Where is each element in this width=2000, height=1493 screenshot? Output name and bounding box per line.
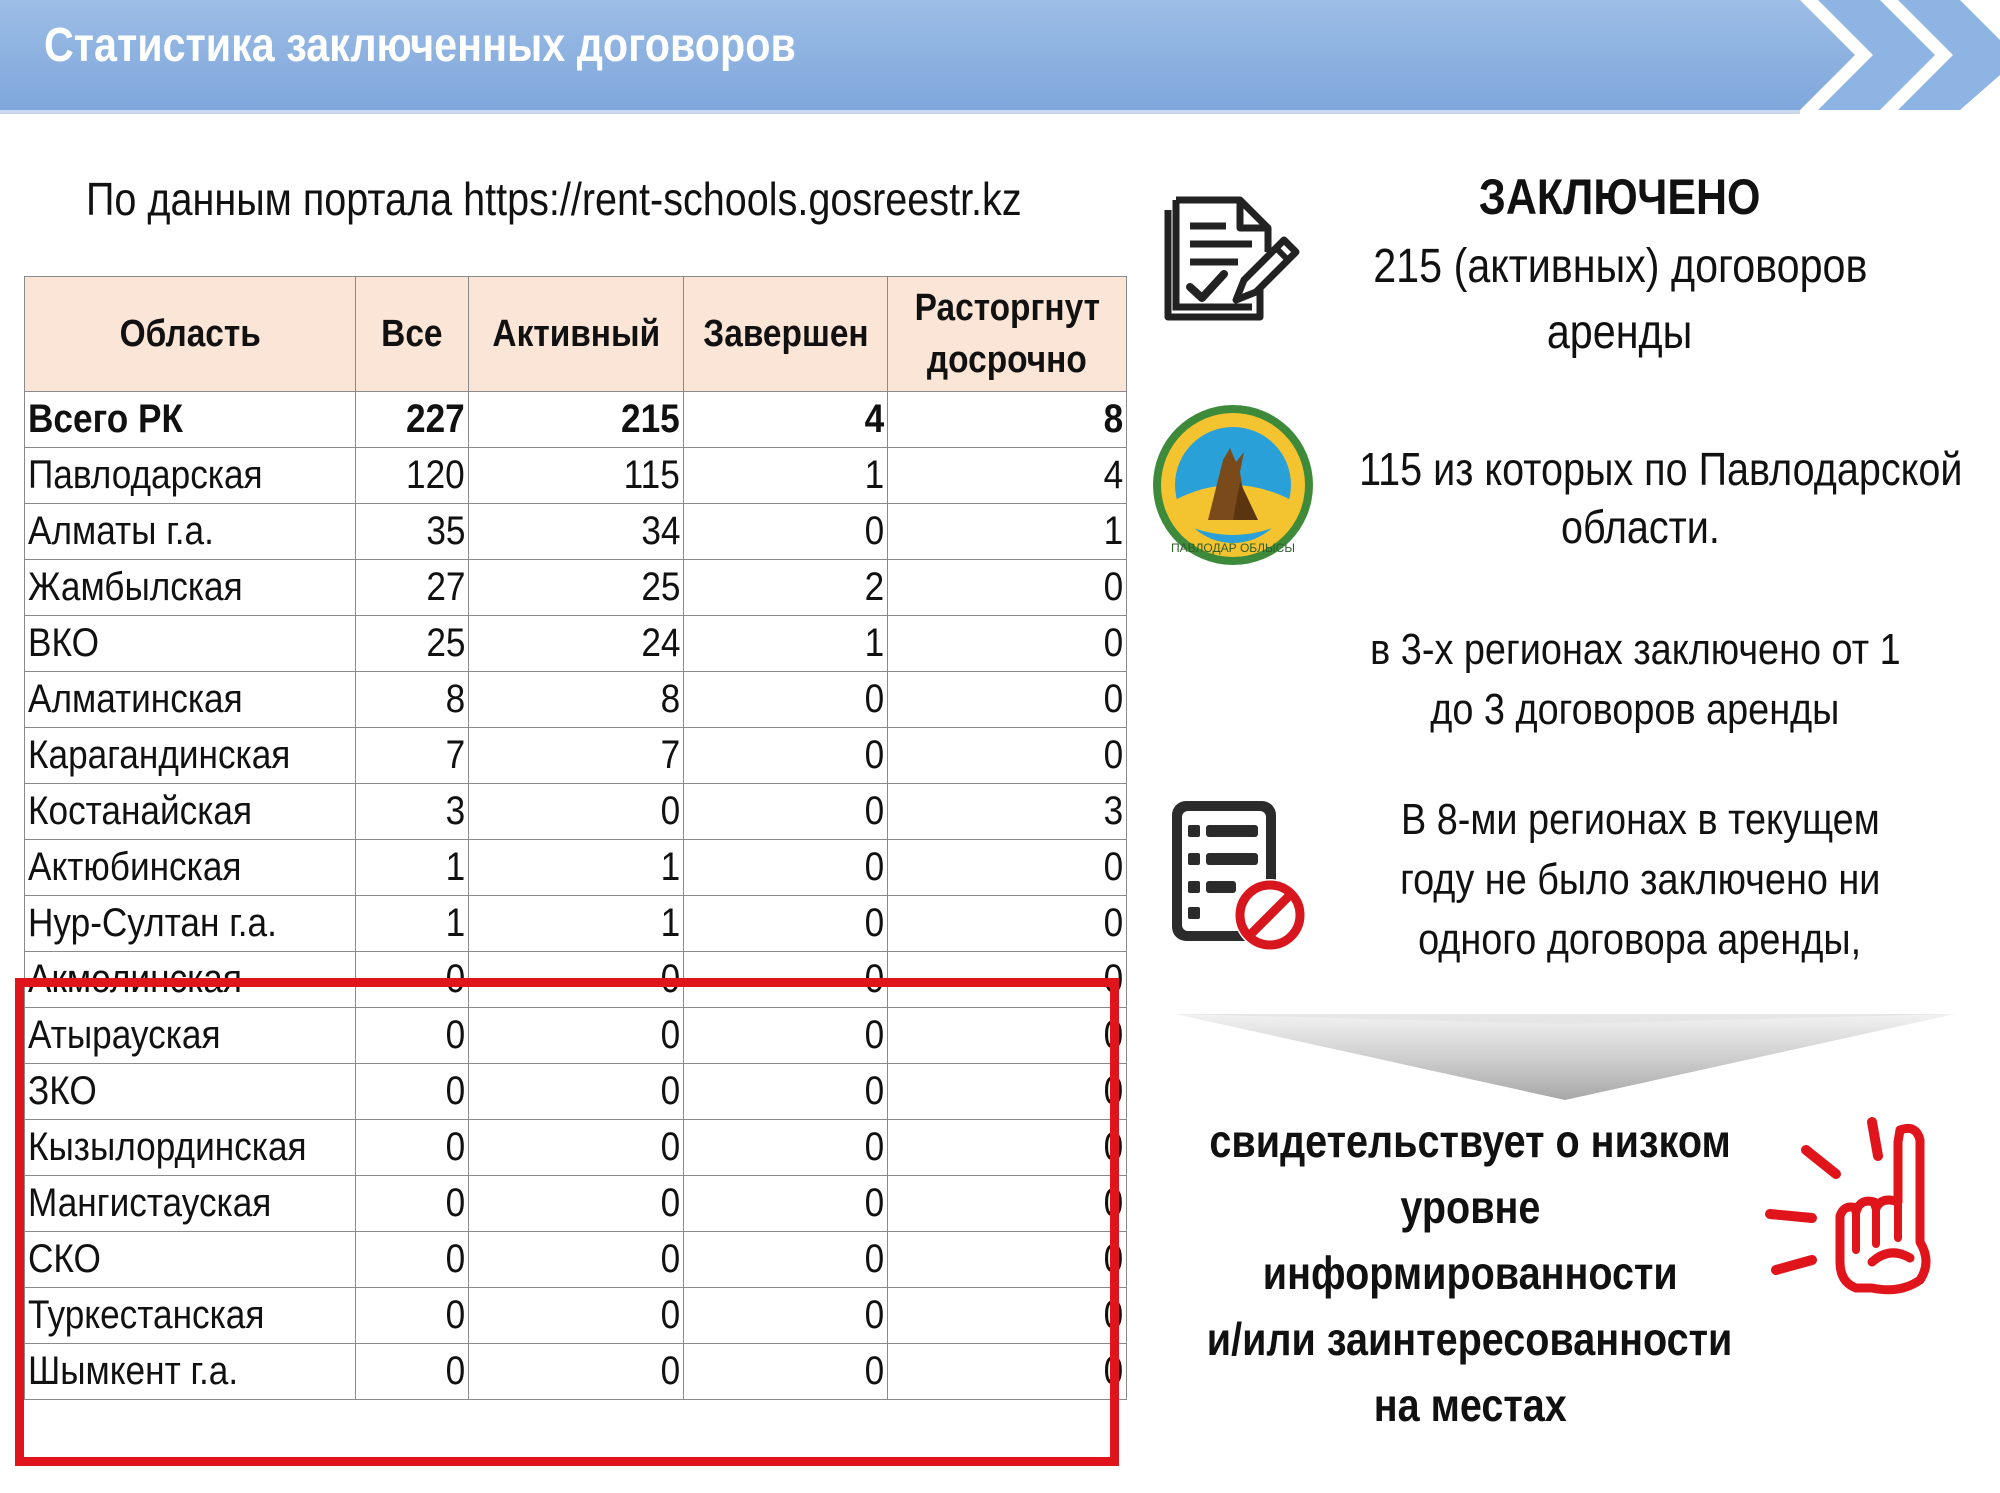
source-text: По данным портала https://rent-schools.gosreestr.kz bbox=[86, 173, 1022, 225]
region-cell: Мангистауская bbox=[25, 1176, 356, 1232]
table-header-row bbox=[25, 277, 1127, 392]
completed-cell: 0 bbox=[684, 784, 888, 840]
column-header-active: Активный bbox=[469, 277, 684, 392]
all-cell: 1 bbox=[356, 840, 469, 896]
all-cell: 0 bbox=[356, 1064, 469, 1120]
region-cell: Карагандинская bbox=[25, 728, 356, 784]
active-cell: 7 bbox=[469, 728, 684, 784]
table-total-row bbox=[25, 392, 1127, 448]
completed-cell: 0 bbox=[684, 1344, 888, 1400]
active-cell: 24 bbox=[469, 616, 684, 672]
terminated-cell: 0 bbox=[888, 896, 1127, 952]
table-row bbox=[25, 672, 1127, 728]
contracts-table bbox=[24, 276, 1127, 1400]
completed-cell: 0 bbox=[684, 1288, 888, 1344]
region-cell: Акмолинская bbox=[25, 952, 356, 1008]
table-row bbox=[25, 1176, 1127, 1232]
active-cell: 0 bbox=[469, 1064, 684, 1120]
region-cell: Алматы г.а. bbox=[25, 504, 356, 560]
all-cell: 0 bbox=[356, 1288, 469, 1344]
completed-cell: 0 bbox=[684, 672, 888, 728]
region-cell: Павлодарская bbox=[25, 448, 356, 504]
terminated-cell: 0 bbox=[888, 1288, 1127, 1344]
active-cell: 1 bbox=[469, 840, 684, 896]
all-cell: 0 bbox=[356, 1120, 469, 1176]
column-header-completed: Завершен bbox=[684, 277, 888, 392]
table-row bbox=[25, 1344, 1127, 1400]
table-row bbox=[25, 1232, 1127, 1288]
active-cell: 0 bbox=[469, 1008, 684, 1064]
table-row bbox=[25, 952, 1127, 1008]
region-cell: Шымкент г.а. bbox=[25, 1344, 356, 1400]
terminated-cell: 0 bbox=[888, 952, 1127, 1008]
completed-cell: 2 bbox=[684, 560, 888, 616]
completed-cell: 1 bbox=[684, 448, 888, 504]
region-cell: Жамбылская bbox=[25, 560, 356, 616]
all-cell: 120 bbox=[356, 448, 469, 504]
completed-cell: 0 bbox=[684, 896, 888, 952]
completed-cell: 0 bbox=[684, 504, 888, 560]
terminated-cell: 4 bbox=[888, 448, 1127, 504]
all-cell: 35 bbox=[356, 504, 469, 560]
all-cell: 7 bbox=[356, 728, 469, 784]
header-banner bbox=[0, 0, 2000, 118]
active-cell: 0 bbox=[469, 1120, 684, 1176]
active-cell: 215 bbox=[469, 392, 684, 448]
column-header-region: Область bbox=[25, 277, 356, 392]
active-cell: 0 bbox=[469, 1288, 684, 1344]
three-regions-text: в 3-х регионах заключено от 1 до 3 договоров аренды bbox=[1369, 625, 1901, 734]
table-row bbox=[25, 896, 1127, 952]
table-row bbox=[25, 1120, 1127, 1176]
region-cell: Кызылординская bbox=[25, 1120, 356, 1176]
completed-cell: 0 bbox=[684, 1120, 888, 1176]
all-cell: 8 bbox=[356, 672, 469, 728]
active-cell: 0 bbox=[469, 1344, 684, 1400]
region-cell: Алматинская bbox=[25, 672, 356, 728]
region-cell: ВКО bbox=[25, 616, 356, 672]
all-cell: 0 bbox=[356, 1232, 469, 1288]
column-header-all: Все bbox=[356, 277, 469, 392]
region-cell: ЗКО bbox=[25, 1064, 356, 1120]
svg-text:ПАВЛОДАР ОБЛЫСЫ: ПАВЛОДАР ОБЛЫСЫ bbox=[1171, 541, 1295, 555]
pavlodar-text: 115 из которых по Павлодарской области. bbox=[1359, 443, 1963, 553]
active-cell: 0 bbox=[469, 1232, 684, 1288]
region-cell: Актюбинская bbox=[25, 840, 356, 896]
terminated-cell: 0 bbox=[888, 672, 1127, 728]
table-row bbox=[25, 1008, 1127, 1064]
active-cell: 1 bbox=[469, 896, 684, 952]
conclusion-text: свидетельствует о низком уровне информированности и/или заинтересованности на местах bbox=[1207, 1115, 1733, 1431]
completed-cell: 0 bbox=[684, 840, 888, 896]
completed-cell: 0 bbox=[684, 1176, 888, 1232]
page-title: Статистика заключенных договоров bbox=[44, 19, 796, 72]
active-cell: 0 bbox=[469, 784, 684, 840]
completed-cell: 4 bbox=[684, 392, 888, 448]
completed-cell: 0 bbox=[684, 1008, 888, 1064]
pointing-finger-icon bbox=[1760, 1112, 1960, 1302]
active-cell: 0 bbox=[469, 952, 684, 1008]
active-cell: 0 bbox=[469, 1176, 684, 1232]
table-row bbox=[25, 840, 1127, 896]
table-row bbox=[25, 728, 1127, 784]
table-row bbox=[25, 504, 1127, 560]
region-cell: Туркестанская bbox=[25, 1288, 356, 1344]
terminated-cell: 0 bbox=[888, 1120, 1127, 1176]
concluded-title: ЗАКЛЮЧЕНО bbox=[1479, 169, 1761, 225]
concluded-text: 215 (активных) договоров аренды bbox=[1372, 240, 1868, 359]
region-cell: Костанайская bbox=[25, 784, 356, 840]
table-row bbox=[25, 1064, 1127, 1120]
all-cell: 0 bbox=[356, 1344, 469, 1400]
active-cell: 8 bbox=[469, 672, 684, 728]
list-denied-icon bbox=[1166, 795, 1316, 960]
region-cell: Всего РК bbox=[25, 392, 356, 448]
terminated-cell: 0 bbox=[888, 728, 1127, 784]
terminated-cell: 0 bbox=[888, 840, 1127, 896]
terminated-cell: 0 bbox=[888, 616, 1127, 672]
terminated-cell: 0 bbox=[888, 1064, 1127, 1120]
terminated-cell: 0 bbox=[888, 1232, 1127, 1288]
completed-cell: 0 bbox=[684, 1232, 888, 1288]
terminated-cell: 0 bbox=[888, 1344, 1127, 1400]
region-cell: Атырауская bbox=[25, 1008, 356, 1064]
terminated-cell: 1 bbox=[888, 504, 1127, 560]
table-row bbox=[25, 784, 1127, 840]
completed-cell: 0 bbox=[684, 1064, 888, 1120]
all-cell: 0 bbox=[356, 952, 469, 1008]
active-cell: 34 bbox=[469, 504, 684, 560]
region-cell: Нур-Султан г.а. bbox=[25, 896, 356, 952]
terminated-cell: 3 bbox=[888, 784, 1127, 840]
region-cell: СКО bbox=[25, 1232, 356, 1288]
column-header-terminated: Расторгнут досрочно bbox=[888, 277, 1127, 392]
active-cell: 25 bbox=[469, 560, 684, 616]
eight-regions-text: В 8-ми регионах в текущем году не было заключено ни одного договора аренды, bbox=[1399, 795, 1881, 964]
pavlodar-emblem-icon bbox=[1148, 400, 1318, 570]
terminated-cell: 8 bbox=[888, 392, 1127, 448]
completed-cell: 0 bbox=[684, 728, 888, 784]
all-cell: 27 bbox=[356, 560, 469, 616]
completed-cell: 0 bbox=[684, 952, 888, 1008]
active-cell: 115 bbox=[469, 448, 684, 504]
all-cell: 227 bbox=[356, 392, 469, 448]
terminated-cell: 0 bbox=[888, 560, 1127, 616]
all-cell: 3 bbox=[356, 784, 469, 840]
all-cell: 1 bbox=[356, 896, 469, 952]
terminated-cell: 0 bbox=[888, 1176, 1127, 1232]
table-row bbox=[25, 448, 1127, 504]
all-cell: 25 bbox=[356, 616, 469, 672]
all-cell: 0 bbox=[356, 1008, 469, 1064]
table-row bbox=[25, 560, 1127, 616]
table-row bbox=[25, 616, 1127, 672]
all-cell: 0 bbox=[356, 1176, 469, 1232]
terminated-cell: 0 bbox=[888, 1008, 1127, 1064]
down-arrow-icon bbox=[1175, 1008, 1955, 1108]
completed-cell: 1 bbox=[684, 616, 888, 672]
table-row bbox=[25, 1288, 1127, 1344]
